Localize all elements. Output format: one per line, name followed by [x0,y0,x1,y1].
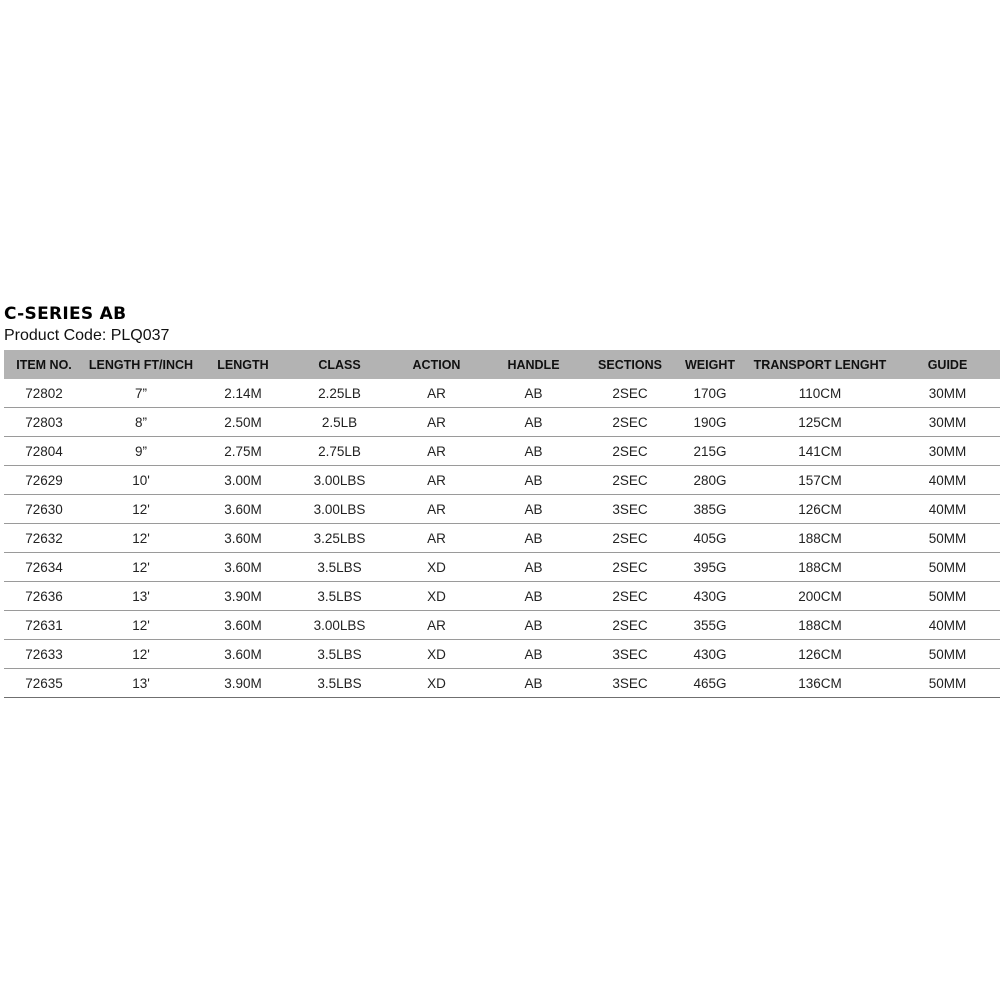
cell-length-ft-inch: 13' [84,582,198,611]
cell-weight: 355G [675,611,745,640]
column-header-handle: HANDLE [482,350,585,379]
cell-handle: AB [482,640,585,669]
cell-length-ft-inch: 12' [84,611,198,640]
cell-length-ft-inch: 10' [84,466,198,495]
cell-guide: 50MM [895,524,1000,553]
column-header-length-ft-inch: LENGTH FT/INCH [84,350,198,379]
cell-item-no: 72804 [4,437,84,466]
table-header [4,350,1000,379]
cell-sections: 2SEC [585,408,675,437]
cell-guide: 40MM [895,466,1000,495]
column-header-sections: SECTIONS [585,350,675,379]
cell-class: 3.25LBS [288,524,391,553]
cell-item-no: 72634 [4,553,84,582]
cell-class: 3.00LBS [288,495,391,524]
cell-weight: 465G [675,669,745,698]
table-row [4,553,1000,582]
series-title: C-SERIES AB [4,304,127,324]
cell-length: 3.60M [198,611,288,640]
table-row [4,611,1000,640]
table-row [4,669,1000,698]
cell-item-no: 72630 [4,495,84,524]
column-header-weight: WEIGHT [675,350,745,379]
cell-class: 2.75LB [288,437,391,466]
cell-length-ft-inch: 12' [84,495,198,524]
cell-handle: AB [482,553,585,582]
table-row [4,408,1000,437]
cell-class: 3.5LBS [288,640,391,669]
cell-guide: 30MM [895,379,1000,408]
cell-length-ft-inch: 12' [84,553,198,582]
cell-item-no: 72635 [4,669,84,698]
cell-action: XD [391,669,482,698]
cell-transport-length: 188CM [745,524,895,553]
cell-length-ft-inch: 12' [84,640,198,669]
cell-item-no: 72803 [4,408,84,437]
cell-transport-length: 188CM [745,611,895,640]
cell-guide: 30MM [895,437,1000,466]
table-row [4,640,1000,669]
cell-length: 3.00M [198,466,288,495]
cell-action: XD [391,640,482,669]
cell-length-ft-inch: 7” [84,379,198,408]
table-row [4,437,1000,466]
table-body [4,379,1000,698]
cell-length: 3.60M [198,553,288,582]
column-header-action: ACTION [391,350,482,379]
cell-item-no: 72633 [4,640,84,669]
cell-class: 3.5LBS [288,582,391,611]
cell-length-ft-inch: 13' [84,669,198,698]
cell-sections: 2SEC [585,611,675,640]
column-header-guide: GUIDE [895,350,1000,379]
cell-sections: 2SEC [585,524,675,553]
cell-sections: 2SEC [585,553,675,582]
cell-sections: 2SEC [585,466,675,495]
cell-length: 2.14M [198,379,288,408]
cell-weight: 430G [675,640,745,669]
cell-guide: 50MM [895,640,1000,669]
cell-sections: 3SEC [585,640,675,669]
cell-sections: 2SEC [585,437,675,466]
cell-length-ft-inch: 12' [84,524,198,553]
cell-guide: 50MM [895,669,1000,698]
cell-guide: 40MM [895,495,1000,524]
cell-class: 2.25LB [288,379,391,408]
cell-weight: 190G [675,408,745,437]
cell-transport-length: 126CM [745,640,895,669]
cell-length-ft-inch: 8” [84,408,198,437]
cell-transport-length: 136CM [745,669,895,698]
cell-weight: 405G [675,524,745,553]
cell-item-no: 72632 [4,524,84,553]
cell-length: 2.50M [198,408,288,437]
cell-class: 3.5LBS [288,669,391,698]
cell-handle: AB [482,408,585,437]
cell-sections: 2SEC [585,582,675,611]
header-row [4,350,1000,379]
table-row [4,466,1000,495]
cell-handle: AB [482,524,585,553]
cell-weight: 385G [675,495,745,524]
cell-length: 3.60M [198,524,288,553]
column-header-transport-length: TRANSPORT LENGHT [745,350,895,379]
cell-handle: AB [482,495,585,524]
cell-action: AR [391,379,482,408]
spec-sheet [4,304,1000,698]
cell-item-no: 72802 [4,379,84,408]
column-header-class: CLASS [288,350,391,379]
cell-weight: 170G [675,379,745,408]
cell-transport-length: 110CM [745,379,895,408]
cell-action: AR [391,495,482,524]
cell-action: AR [391,611,482,640]
cell-transport-length: 126CM [745,495,895,524]
cell-handle: AB [482,466,585,495]
cell-handle: AB [482,611,585,640]
cell-item-no: 72631 [4,611,84,640]
cell-action: AR [391,408,482,437]
cell-weight: 280G [675,466,745,495]
cell-transport-length: 200CM [745,582,895,611]
column-header-length: LENGTH [198,350,288,379]
cell-sections: 3SEC [585,495,675,524]
cell-guide: 50MM [895,582,1000,611]
cell-transport-length: 141CM [745,437,895,466]
cell-class: 3.5LBS [288,553,391,582]
column-header-item-no: ITEM NO. [4,350,84,379]
cell-transport-length: 157CM [745,466,895,495]
table-row [4,524,1000,553]
cell-handle: AB [482,437,585,466]
table-row [4,495,1000,524]
cell-transport-length: 188CM [745,553,895,582]
cell-sections: 2SEC [585,379,675,408]
cell-sections: 3SEC [585,669,675,698]
spec-table [4,350,1000,698]
cell-guide: 50MM [895,553,1000,582]
cell-length: 3.90M [198,669,288,698]
cell-class: 2.5LB [288,408,391,437]
table-row [4,582,1000,611]
cell-length: 3.60M [198,495,288,524]
table-row [4,379,1000,408]
cell-transport-length: 125CM [745,408,895,437]
cell-guide: 40MM [895,611,1000,640]
cell-action: XD [391,553,482,582]
cell-handle: AB [482,582,585,611]
cell-handle: AB [482,379,585,408]
cell-action: AR [391,524,482,553]
cell-handle: AB [482,669,585,698]
product-code: Product Code: PLQ037 [4,327,170,344]
cell-length: 3.90M [198,582,288,611]
cell-action: AR [391,437,482,466]
cell-guide: 30MM [895,408,1000,437]
cell-length: 2.75M [198,437,288,466]
cell-class: 3.00LBS [288,466,391,495]
cell-action: XD [391,582,482,611]
cell-item-no: 72636 [4,582,84,611]
cell-weight: 395G [675,553,745,582]
cell-weight: 215G [675,437,745,466]
cell-length-ft-inch: 9” [84,437,198,466]
cell-length: 3.60M [198,640,288,669]
cell-class: 3.00LBS [288,611,391,640]
cell-action: AR [391,466,482,495]
cell-weight: 430G [675,582,745,611]
cell-item-no: 72629 [4,466,84,495]
